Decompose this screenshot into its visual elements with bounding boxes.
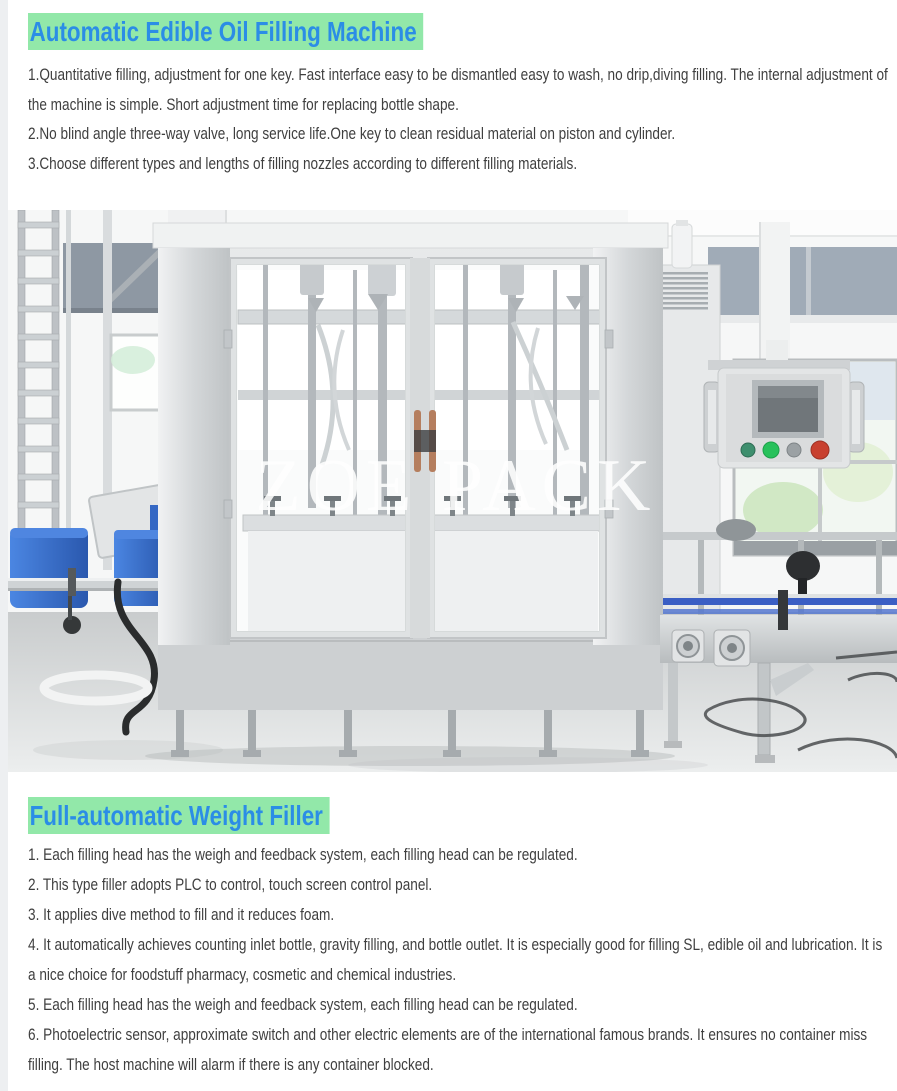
list-item: 2. This type filler adopts PLC to control, touch screen control panel. bbox=[28, 875, 433, 894]
section1 bbox=[28, 14, 892, 178]
wall-panel-gray bbox=[63, 238, 174, 313]
signal-lamp bbox=[672, 224, 692, 268]
product-photo bbox=[8, 210, 897, 772]
section2 bbox=[28, 798, 892, 1080]
filling-machine-photo-illustration bbox=[8, 210, 897, 772]
section2-items bbox=[28, 840, 892, 1080]
button-gray bbox=[787, 443, 801, 457]
watermark-text: ZOE PACK bbox=[255, 445, 657, 527]
machine-top-cap bbox=[153, 223, 668, 248]
list-item: 6. Photoelectric sensor, approximate switch and other electric elements are of the international famous brands. It ensures no container miss filling. The host machine will alarm if there is any container blocked. bbox=[28, 1025, 868, 1074]
machine-lower-panel bbox=[158, 638, 663, 710]
feature-paragraph: 1.Quantitative filling, adjustment for one key. Fast interface easy to be dismantled easy to wash, no drip,diving filling. The internal adjustment of the machine is simple. Short adjustment time for replacing bottle shape. bbox=[28, 65, 888, 114]
list-item: 5. Each filling head has the weigh and feedback system, each filling head can be regulated. bbox=[28, 995, 578, 1014]
cloth-on-rail bbox=[716, 519, 756, 541]
list-item: 4. It automatically achieves counting inlet bottle, gravity filling, and bottle outlet. It is especially good for filling SL, edible oil and lubrication. It is a nice choice for foodstuff pharmacy, cosmetic and chemical industries. bbox=[28, 935, 883, 984]
list-item: 3. It applies dive method to fill and it reduces foam. bbox=[28, 905, 335, 924]
section1-title bbox=[28, 14, 892, 50]
rail-clamp bbox=[778, 590, 788, 630]
feature-paragraph: 3.Choose different types and lengths of filling nozzles according to different filling materials. bbox=[28, 153, 578, 173]
section1-paragraphs bbox=[28, 60, 892, 178]
section1-title-highlight: Automatic Edible Oil Filling Machine bbox=[28, 13, 423, 50]
button-green-bright bbox=[763, 442, 779, 458]
feature-paragraph: 2.No blind angle three-way valve, long service life.One key to clean residual material on piston and cylinder. bbox=[28, 124, 676, 143]
page-left-gutter bbox=[0, 0, 8, 1091]
upper-window-band bbox=[708, 247, 897, 323]
product-description bbox=[8, 0, 897, 1091]
section2-title bbox=[28, 798, 892, 834]
section2-title-highlight: Full-automatic Weight Filler bbox=[28, 797, 329, 834]
conveyor-leg bbox=[758, 663, 770, 755]
list-item: 1. Each filling head has the weigh and feedback system, each filling head can be regulated. bbox=[28, 845, 578, 864]
emergency-stop-button bbox=[811, 441, 829, 459]
button-green-dark bbox=[741, 443, 755, 457]
black-motor bbox=[786, 551, 820, 581]
